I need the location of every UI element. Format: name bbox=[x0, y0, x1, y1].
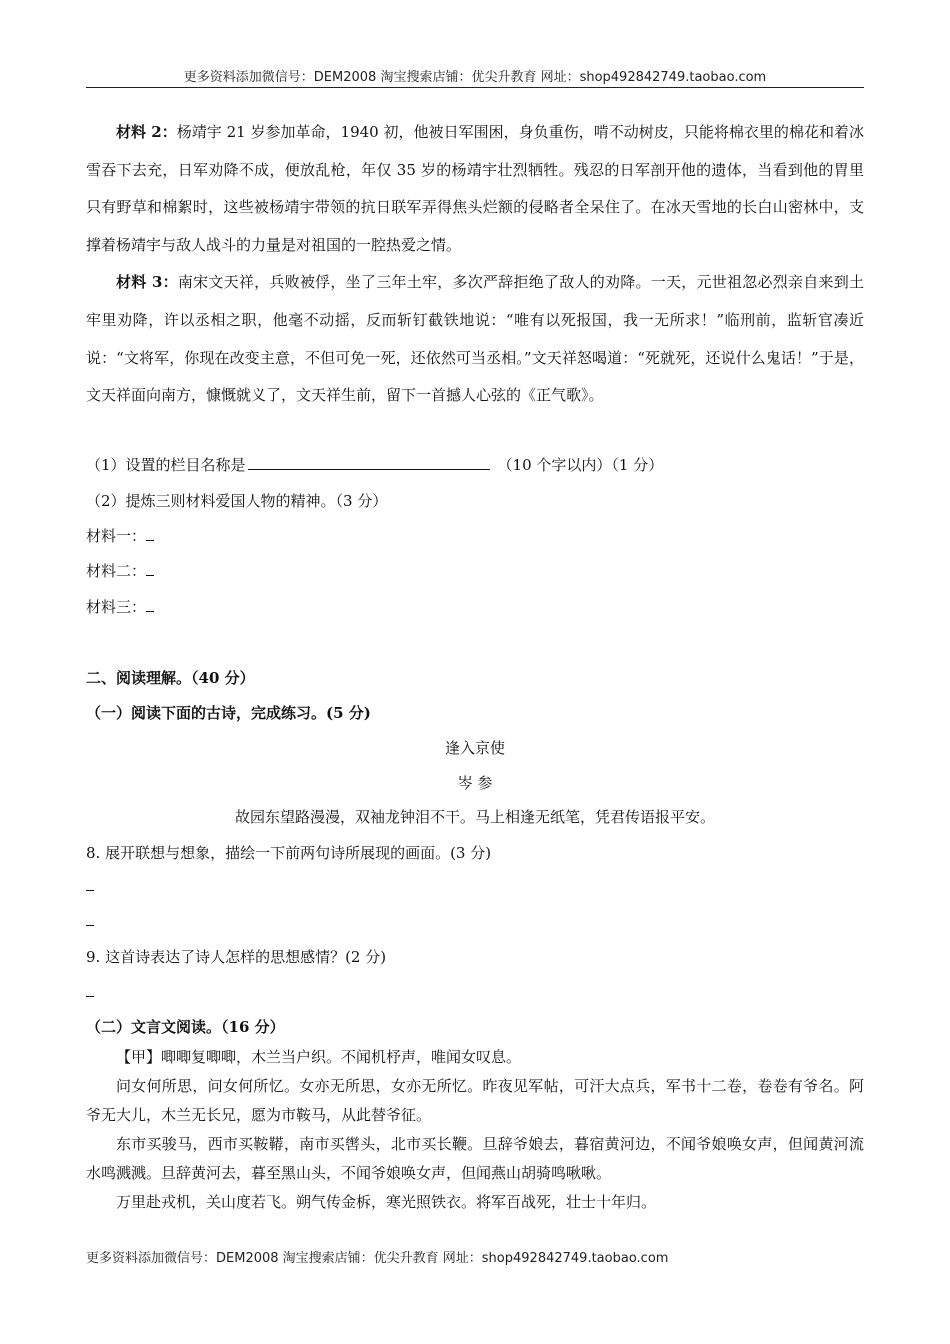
question-1-suffix: （10 个字以内）（1 分） bbox=[497, 456, 664, 474]
answer-line-2 bbox=[86, 560, 154, 581]
poem-author: 岑 参 bbox=[457, 774, 493, 792]
material-2-paragraph bbox=[86, 114, 864, 264]
material-3-text: 南宋文天祥，兵败被俘，坐了三年土牢，多次严辞拒绝了敌人的劝降。一天，元世祖忽必烈亲自来到土牢里劝降，许以丞相之职，他毫不动摇，反而斩钉截铁地说：“唯有以死报国，我一无所求！”临刑前，监斩官凑近说：“文将军，你现在改变主意，不但可免一死，还依然可当丞相。”文天祥怒喝道：“死就死，还说什么鬼话！”于是，文天祥面向南方，慷慨就义了，文天祥生前，留下一首撼人心弦的《正气歌》。 bbox=[86, 273, 864, 405]
question-9: 9. 这首诗表达了诗人怎样的思想感情？(2 分) bbox=[86, 948, 387, 966]
classical-paragraph-1: 【甲】唧唧复唧唧，木兰当户织。不闻机杼声，唯闻女叹息。 bbox=[116, 1048, 522, 1066]
part-1-title: （一）阅读下面的古诗，完成练习。(5 分) bbox=[86, 704, 371, 722]
poem-title: 逢入京使 bbox=[444, 739, 505, 757]
classical-paragraph-2: 问女何所思，问女何所忆。女亦无所思，女亦无所忆。昨夜见军帖，可汗大点兵，军书十二卷，卷卷有爷名。阿爷无大儿，木兰无长兄，愿为市鞍马，从此替爷征。 bbox=[86, 1077, 864, 1124]
material-3-label: 材料 3： bbox=[116, 273, 178, 292]
classical-text-block bbox=[86, 1043, 864, 1217]
page-header: 更多资料添加微信号：DEM2008 淘宝搜索店铺：优尖升教育 网址：shop492842749.taobao.com bbox=[183, 70, 767, 85]
part-2-title: （二）文言文阅读。（16 分） bbox=[86, 1018, 285, 1036]
question-8: 8. 展开联想与想象，描绘一下前两句诗所展现的画面。(3 分) bbox=[86, 844, 492, 862]
header-divider bbox=[86, 87, 864, 88]
answer-blank-9[interactable] bbox=[86, 983, 94, 1001]
page-footer: 更多资料添加微信号：DEM2008 淘宝搜索店铺：优尖升教育 网址：shop492842749.taobao.com bbox=[86, 1251, 669, 1266]
material-2-label: 材料 2： bbox=[116, 123, 177, 141]
classical-paragraph-3: 东市买骏马，西市买鞍鞯，南市买辔头，北市买长鞭。旦辞爷娘去，暮宿黄河边，不闻爷娘唤女声，但闻黄河流水鸣溅溅。旦辞黄河去，暮至黑山头，不闻爷娘唤女声，但闻燕山胡骑鸣啾啾。 bbox=[86, 1135, 864, 1182]
answer-blank-2[interactable] bbox=[146, 563, 154, 576]
question-1-prefix: （1）设置的栏目名称是 bbox=[86, 456, 246, 474]
answer-blank-1[interactable] bbox=[146, 528, 154, 541]
section-2-title: 二、阅读理解。（40 分） bbox=[86, 669, 255, 687]
answer-blank-8b[interactable] bbox=[86, 912, 94, 930]
answer-line-3 bbox=[86, 596, 154, 617]
material-3-paragraph bbox=[86, 264, 864, 414]
answer-line-1 bbox=[86, 525, 154, 546]
question-1 bbox=[86, 454, 663, 475]
answer-blank-3[interactable] bbox=[146, 599, 154, 612]
answer-label-1: 材料一： bbox=[86, 527, 147, 545]
answer-blank-column-name[interactable] bbox=[248, 455, 490, 470]
question-2: （2）提炼三则材料爱国人物的精神。（3 分） bbox=[86, 492, 388, 510]
answer-label-2: 材料二： bbox=[86, 562, 147, 580]
poem-text: 故园东望路漫漫，双袖龙钟泪不干。马上相逢无纸笔，凭君传语报平安。 bbox=[234, 808, 715, 826]
answer-label-3: 材料三： bbox=[86, 598, 147, 616]
answer-blank-8a[interactable] bbox=[86, 877, 94, 895]
materials-block bbox=[86, 114, 864, 415]
classical-paragraph-4: 万里赴戎机，关山度若飞。朔气传金柝，寒光照铁衣。将军百战死，壮士十年归。 bbox=[116, 1193, 657, 1211]
material-2-text: 杨靖宇 21 岁参加革命，1940 初，他被日军围困，身负重伤，啃不动树皮，只能将棉衣里的棉花和着冰雪吞下去充，日军劝降不成，便放乱枪，年仅 35 岁的杨靖宇壮烈牺牲。残忍的日军剖开他的遗体，当看到他的胃里只有野草和棉絮时，这些被杨靖宇带领的抗日联军弄得焦头烂额的侵略者全呆住了。在冰天雪地的长白山密林中，支撑着杨靖宇与敌人战斗的力量是对祖国的一腔热爱之情。 bbox=[86, 123, 864, 254]
